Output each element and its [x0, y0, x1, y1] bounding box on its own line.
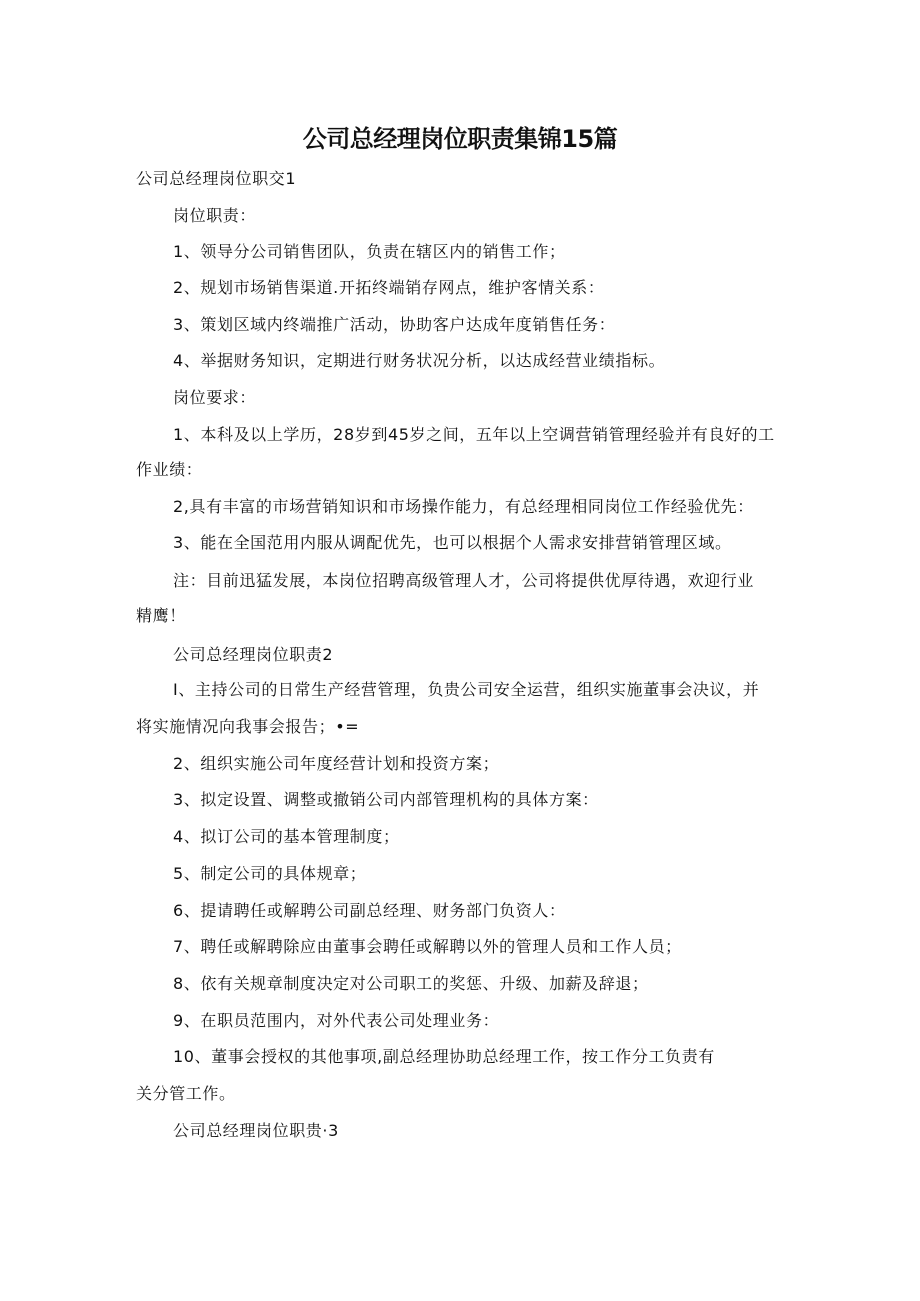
list-item: I、主持公司的日常生产经营管理，负贵公司安全运营，组织实施董事会决议，并 [173, 680, 760, 699]
list-item: 4、拟订公司的基本管理制度； [173, 827, 400, 846]
list-item: 9、在职员范围内，对外代表公司处理业务： [173, 1011, 500, 1030]
list-item: 2、规划市场销售渠道.开拓终端销存网点，维护客情关系： [173, 278, 605, 297]
list-item: 3、拟定设置、调整或撤销公司内部管理机构的具体方案： [173, 790, 599, 809]
section-heading: 公司总经理岗位职责2 [173, 645, 334, 664]
list-item: 1、领导分公司销售团队，负责在辖区内的销售工作； [173, 242, 566, 261]
subheading: 岗位要求： [173, 388, 257, 407]
note-continued: 精鹰！ [136, 606, 186, 625]
list-item: 5、制定公司的具体规章； [173, 864, 367, 883]
list-item: 10、董事会授权的其他事项,副总经理协助总经理工作，按工作分工负责有 [173, 1047, 715, 1066]
list-item: 1、本科及以上学历，28岁到45岁之间，五年以上空调营销管理经验并有良好的工 [173, 425, 775, 444]
list-item-continued: 作业绩： [136, 460, 203, 479]
list-item: 7、聘任或解聘除应由董事会聘任或解聘以外的管理人员和工作人员； [173, 937, 682, 956]
section-heading: 公司总经理岗位职贵·3 [173, 1121, 339, 1140]
list-item: 8、依有关规章制度决定对公司职工的奖惩、升级、加薪及辞退； [173, 974, 649, 993]
list-item-continued: 将实施情况向我事会报告；•= [136, 717, 360, 736]
subheading: 岗位职责： [173, 206, 257, 225]
list-item: 2,具有丰富的市场营销知识和市场操作能力，有总经理相同岗位工作经验优先： [173, 497, 754, 516]
list-item: 6、提请聘任或解聘公司副总经理、财务部门负资人： [173, 901, 566, 920]
list-item: 3、策划区域内终端推广活动，协助客户达成年度销售任务： [173, 315, 616, 334]
list-item-continued: 关分管工作。 [136, 1084, 236, 1103]
list-item: 2、组织实施公司年度经营计划和投资方案； [173, 754, 500, 773]
note-paragraph: 注：目前迅猛发展，本岗位招聘高级管理人才，公司将提供优厚待遇，欢迎行业 [173, 571, 755, 590]
list-item: 4、举据财务知识，定期进行财务状况分析，以达成经营业绩指标。 [173, 351, 666, 370]
list-item: 3、能在全国范用内服从调配优先，也可以根据个人需求安排营销管理区域。 [173, 533, 732, 552]
section-heading: 公司总经理岗位职交1 [136, 169, 297, 188]
document-title: 公司总经理岗位职责集锦15篇 [302, 125, 618, 153]
